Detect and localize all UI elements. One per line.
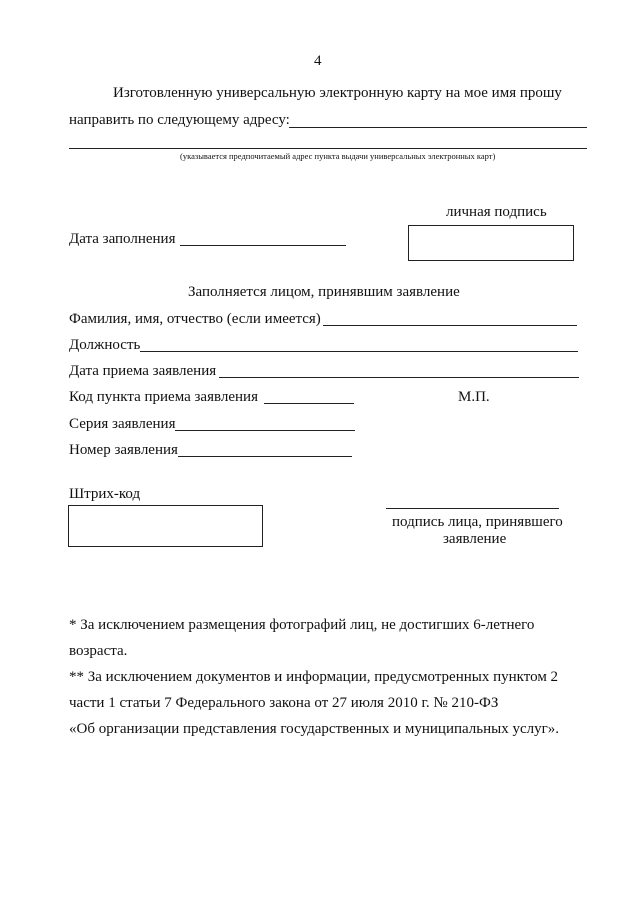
receipt-date-input-line[interactable] [219, 377, 579, 378]
receiver-signature-caption-2: заявление [443, 531, 507, 547]
address-input-line-2[interactable] [69, 148, 587, 149]
position-input-line[interactable] [140, 351, 578, 352]
fill-date-input-line[interactable] [180, 245, 346, 246]
receipt-date-label: Дата приема заявления [69, 363, 217, 379]
footnote-2-line-2: части 1 статьи 7 Федерального закона от 27 июля 2010 г. № 210-ФЗ [69, 695, 499, 711]
series-label: Серия заявления [69, 416, 176, 432]
address-hint: (указывается предпочитаемый адрес пункта выдачи универсальных электронных карт) [180, 151, 496, 161]
full-name-label: Фамилия, имя, отчество (если имеется) [69, 311, 321, 327]
stamp-place-label: М.П. [458, 389, 490, 405]
address-input-line[interactable] [289, 127, 587, 128]
personal-signature-label: личная подпись [446, 204, 547, 220]
footnote-1-line-2: возраста. [69, 643, 128, 659]
point-code-label: Код пункта приема заявления [69, 389, 258, 405]
receiver-signature-caption-1: подпись лица, принявшего [392, 514, 563, 530]
personal-signature-box[interactable] [408, 225, 574, 261]
barcode-label: Штрих-код [69, 486, 141, 502]
footnote-1-line-1: * За исключением размещения фотографий лиц, не достигших 6-летнего [69, 617, 535, 633]
point-code-input-line[interactable] [264, 403, 354, 404]
full-name-input-line[interactable] [323, 325, 577, 326]
number-label: Номер заявления [69, 442, 178, 458]
series-input-line[interactable] [175, 430, 355, 431]
footnote-2-line-1: ** За исключением документов и информации, предусмотренных пунктом 2 [69, 669, 559, 685]
fill-date-label: Дата заполнения [69, 231, 176, 247]
barcode-box[interactable] [68, 505, 263, 547]
page-number: 4 [314, 53, 322, 69]
request-line-1: Изготовленную универсальную электронную карту на мое имя прошу [113, 85, 562, 101]
receiver-signature-line[interactable] [386, 508, 559, 509]
number-input-line[interactable] [178, 456, 352, 457]
footnote-2-line-3: «Об организации представления государственных и муниципальных услуг». [69, 721, 560, 737]
request-line-2: направить по следующему адресу: [69, 112, 290, 128]
receiver-section-heading: Заполняется лицом, принявшим заявление [188, 284, 460, 300]
position-label: Должность [69, 337, 141, 353]
